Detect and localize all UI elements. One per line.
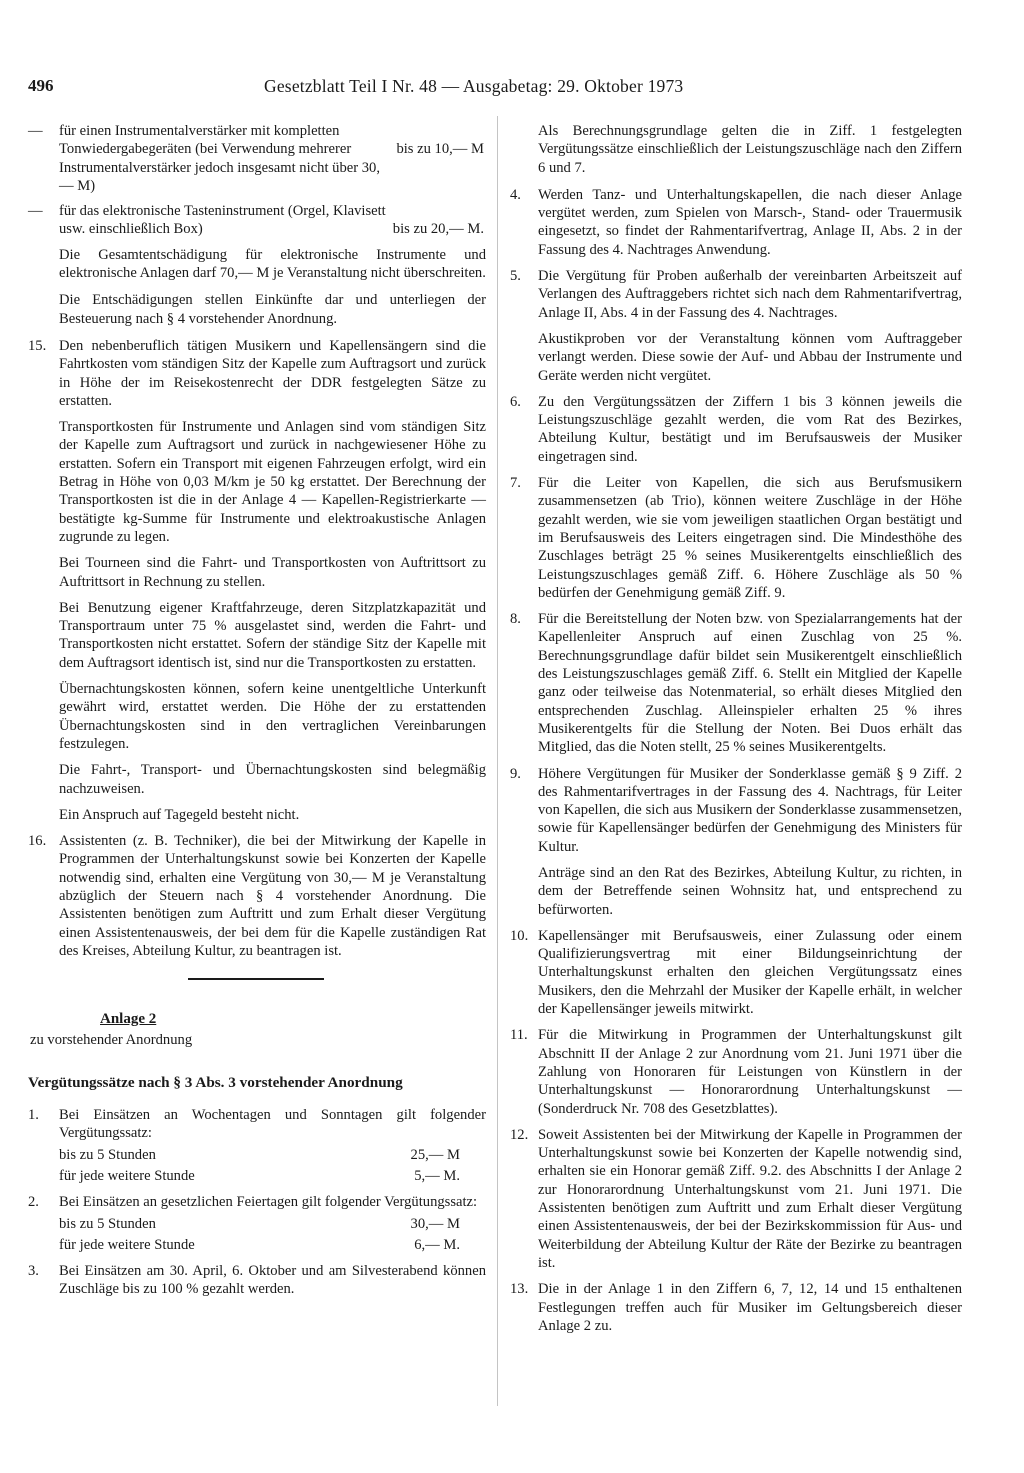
dash-item-keyboard bbox=[28, 202, 486, 239]
numbered-item-4 bbox=[510, 186, 962, 259]
section-heading: Vergütungssätze nach § 3 Abs. 3 vorstehender Anordnung bbox=[28, 1073, 403, 1091]
paragraph: Die Vergütung für Proben außerhalb der vereinbarten Arbeitszeit auf Verlangen des Auftraggebers richtet sich nach dem Rahmentarifvertrag, Anlage II, Abs. 4 in der Fassung des 4. Nachtrages. bbox=[538, 268, 962, 321]
paragraph: Für die Bereitstellung der Noten bzw. von Spezialarrangements hat der Kapellenleiter Anspruch auf einen Zuschlag von 25 %. Berechnungsgrundlage dafür bildet sein Musikerentgelt einschließlich des Leistungszuschlages gemäß Ziff. 6. Stellt ein Mitglied der Kapelle ganz oder teilweise das Notenmaterial, so erhält dieses Mitglied den entsprechenden Zuschlag. Alleinspieler erhalten 25 % ihres Musikerentgelts für die Stellung der Noten. Bei Duos erhält das Mitglied, das die Noten stellt, 25 % seines Musikerentgelts. bbox=[538, 611, 962, 756]
item-number: 6. bbox=[510, 393, 521, 410]
rate-label: bis zu 5 Stunden bbox=[59, 1146, 156, 1163]
page-number: 496 bbox=[28, 76, 54, 95]
paragraph: Für die Mitwirkung in Programmen der Unterhaltungskunst gilt Abschnitt II der Anlage 2 zur Anordnung vom 21. Juni 1971 über die Zahlung von Honoraren für Leistungen von Künstlern in der Unterhaltungskunst — Honorarordnung Unterhaltungskunst — (Sonderdruck Nr. 708 des Gesetzblattes). bbox=[538, 1027, 962, 1117]
rate-label: für jede weitere Stunde bbox=[59, 1236, 195, 1253]
paragraph: Als Berechnungsgrundlage gelten die in Ziff. 1 festgelegten Vergütungssätze einschließlich der Leistungszuschläge nach den Ziffern 6 und 7. bbox=[538, 123, 962, 176]
item-number: 7. bbox=[510, 475, 521, 492]
rate-item-1 bbox=[28, 1106, 486, 1185]
numbered-item-9 bbox=[510, 765, 962, 919]
rate-value: 5,— M. bbox=[414, 1167, 460, 1184]
numbered-item-7 bbox=[510, 474, 962, 602]
numbered-item-16 bbox=[28, 832, 486, 960]
dash-marker: — bbox=[28, 203, 43, 220]
column-divider bbox=[497, 116, 498, 1406]
rate-item-3 bbox=[28, 1262, 486, 1299]
item-number: 15. bbox=[28, 337, 47, 354]
item-number: 11. bbox=[510, 1027, 528, 1044]
item-number: 10. bbox=[510, 927, 529, 944]
paragraph: Ein Anspruch auf Tagegeld besteht nicht. bbox=[59, 806, 300, 823]
rate-row bbox=[59, 1146, 486, 1164]
annex-subtitle: zu vorstehender Anordnung bbox=[30, 1032, 193, 1049]
item-number: 3. bbox=[28, 1263, 39, 1280]
item-number: 16. bbox=[28, 833, 47, 850]
item-number: 13. bbox=[510, 1281, 529, 1298]
dash-item-amplifier bbox=[28, 122, 486, 195]
numbered-item-8 bbox=[510, 610, 962, 756]
numbered-item-6 bbox=[510, 393, 962, 466]
right-column bbox=[510, 122, 962, 1343]
item-number: 5. bbox=[510, 268, 521, 285]
numbered-item-13 bbox=[510, 1280, 962, 1335]
numbered-item-11 bbox=[510, 1026, 962, 1117]
paragraph: Übernachtungskosten können, sofern keine unentgeltliche Unterkunft gewährt wird, erstattet werden. Die Höhe der zu erstattenden Übernachtungskosten sind in den vertraglichen Vereinbarungen festzulegen. bbox=[59, 681, 486, 752]
paragraph: Kapellensänger mit Berufsausweis, einer Zulassung oder einem Qualifizierungsvertrag mit einer Bildungseinrichtung der Unterhaltungskunst erhalten den gleichen Vergütungssatz eines Musikers, den die Mehrzahl der Musiker der Kapelle erhält, in welcher der Kapellensänger jeweils mitwirkt. bbox=[538, 927, 962, 1018]
paragraph: Bei Einsätzen an Wochentagen und Sonntagen gilt folgender Vergütungssatz: bbox=[59, 1107, 486, 1142]
paragraph: Die in der Anlage 1 in den Ziffern 6, 7, 12, 14 und 15 enthaltenen Festlegungen treffen auch für Musiker im Geltungsbereich dieser Anlage 2 zu. bbox=[538, 1281, 962, 1334]
paragraph: Zu den Vergütungssätzen der Ziffern 1 bis 3 können jeweils die Leistungszuschläge gezahlt werden, die vom Rat des Bezirkes, Abteilung Kultur, bestätigt und im Berufsausweis der Musiker eingetragen sind. bbox=[538, 393, 962, 465]
dash-marker: — bbox=[28, 123, 43, 139]
rate-row bbox=[59, 1167, 486, 1185]
paragraph: Akustikproben vor der Veranstaltung können vom Auftraggeber verlangt werden. Diese sowie der Auf- und Abbau der Instrumente und Geräte werden nicht vergütet. bbox=[538, 330, 962, 384]
paragraph: Werden Tanz- und Unterhaltungskapellen, die nach dieser Anlage vergütet werden, zum Spielen von Marsch-, Stand- oder Trauermusik eingesetzt, so findet der Rahmentarifvertrag, Anlage II, Abs. 2 in der Fassung des 4. Nachtrages Anwendung. bbox=[538, 186, 962, 258]
left-column bbox=[28, 122, 486, 1307]
paragraph: Transportkosten für Instrumente und Anlagen sind vom ständigen Sitz der Kapelle zum Auftragsort und zurück in nachgewiesener Höhe zu erstatten. Sofern ein Transport mit eigenen Fahrzeugen erfolgt, wird ein Betrag in Höhe von 0,03 M/km je 50 kg erstattet. Der Berechnung der Transportkosten ist die in der Anlage 4 — Kapellen-Registrierkarte — bestätigte kg-Summe für Instrumente und elektroakustische Anlagen zugrunde zu legen. bbox=[59, 419, 486, 545]
paragraph: Assistenten (z. B. Techniker), die bei der Mitwirkung der Kapelle in Programmen der Unterhaltungskunst sowie bei Konzerten der Kapelle notwendig sind, erhalten eine Vergütung von 30,— M je Veranstaltung abzüglich der Steuern nach § 4 vorstehender Anordnung. Die Assistenten benötigen zum Auftritt und zum Erhalt dieser Vergütung einen Assistentenausweis, der bei dem für die Kapelle zuständigen Rat des Kreises, Abteilung Kultur, zu beantragen ist. bbox=[59, 833, 486, 959]
paragraph: Bei Tourneen sind die Fahrt- und Transportkosten von Auftrittsort zu Auftrittsort in Rechnung zu stellen. bbox=[59, 555, 486, 590]
numbered-item-15 bbox=[28, 337, 486, 824]
rate-row bbox=[59, 1215, 486, 1233]
paragraph: Die Fahrt-, Transport- und Übernachtungskosten sind belegmäßig nachzuweisen. bbox=[59, 762, 486, 797]
item-number: 2. bbox=[28, 1194, 39, 1211]
paragraph: Bei Einsätzen am 30. April, 6. Oktober und am Silvesterabend können Zuschläge bis zu 100 % gezahlt werden. bbox=[59, 1263, 486, 1298]
dash-item-text: für das elektronische Tasteninstrument (Orgel, Klavisett usw. einschließlich Box) bbox=[59, 203, 386, 238]
rate-label: bis zu 5 Stunden bbox=[59, 1215, 156, 1232]
rate-item-2 bbox=[28, 1193, 486, 1254]
paragraph: Für die Leiter von Kapellen, die sich aus Berufsmusikern zusammensetzen (ab Trio), können weitere Zuschläge in der Höhe gezahlt werden, wie sie vom jeweiligen staatlichen Organ bestätigt und im Berufsausweis des Leiters eingetragen sind. Die Mindesthöhe des Zuschlages beträgt 25 % seines Musikerentgelts einschließlich des Leistungszuschlages gemäß Ziff. 6. Höhere Zuschläge als 50 % bedürfen der Genehmigung gemäß Ziff. 9. bbox=[538, 475, 962, 601]
paragraph: Die Entschädigungen stellen Einkünfte dar und unterliegen der Besteuerung nach § 4 vorstehender Anordnung. bbox=[59, 292, 486, 327]
paragraph: Bei Benutzung eigener Kraftfahrzeuge, deren Sitzplatzkapazität und Transportraum unter 75 % ausgelastet sind, werden die Fahrt- und Transportkosten nicht erstattet. Sofern der ständige Sitz der Kapelle mit dem Auftragsort identisch ist, sind nur die Transportkosten zu erstatten. bbox=[59, 599, 486, 671]
numbered-item-10 bbox=[510, 927, 962, 1018]
section-separator bbox=[188, 978, 324, 980]
paragraph: Höhere Vergütungen für Musiker der Sonderklasse gemäß § 9 Ziff. 2 des Rahmentarifvertrages in der Fassung des 4. Nachtrags, für Leiter von Kapellen, die sich aus Musikern der Sonderklasse zusammensetzen, sowie für Kapellensänger bedürfen der Genehmigung des Ministers für Kultur. bbox=[538, 765, 962, 855]
rate-value: 30,— M bbox=[410, 1215, 460, 1232]
numbered-item-12 bbox=[510, 1126, 962, 1272]
annex-title: Anlage 2 bbox=[100, 1011, 157, 1028]
paragraph: Den nebenberuflich tätigen Musikern und Kapellensängern sind die Fahrtkosten vom ständigen Sitz der Kapelle zum Auftragsort und zurück in Höhe der im Reisekostenrecht der DDR festgelegten Sätze zu erstatten. bbox=[59, 337, 486, 409]
dash-item-amount: bis zu 10,— M bbox=[396, 141, 484, 157]
paragraph: Bei Einsätzen an gesetzlichen Feiertagen gilt folgender Vergütungssatz: bbox=[59, 1194, 478, 1211]
paragraph: Die Gesamtentschädigung für elektronische Instrumente und elektronische Anlagen darf 70,— M je Veranstaltung nicht überschreiten. bbox=[59, 246, 486, 282]
page-header bbox=[28, 76, 964, 102]
item-number: 1. bbox=[28, 1107, 39, 1124]
paragraph: Anträge sind an den Rat des Bezirkes, Abteilung Kultur, zu richten, in dem der Betreffende seinen Wohnsitz hat, und entsprechend zu befürworten. bbox=[538, 864, 962, 918]
running-title: Gesetzblatt Teil I Nr. 48 — Ausgabetag: 29. Oktober 1973 bbox=[264, 76, 684, 96]
rate-value: 6,— M. bbox=[414, 1236, 460, 1253]
rate-value: 25,— M bbox=[410, 1146, 460, 1163]
item-number: 8. bbox=[510, 611, 521, 628]
rate-row bbox=[59, 1236, 486, 1254]
compensation-notes bbox=[28, 246, 486, 328]
numbered-item-5 bbox=[510, 267, 962, 385]
dash-item-amount: bis zu 20,— M. bbox=[392, 221, 484, 238]
dash-item-text: für einen Instrumentalverstärker mit kompletten Tonwiedergabegeräten (bei Verwendung mehrerer Instrumentalverstärker jedoch insgesamt nicht über 30,— M) bbox=[59, 123, 380, 194]
item-number: 9. bbox=[510, 765, 521, 782]
rate-label: für jede weitere Stunde bbox=[59, 1167, 195, 1184]
paragraph: Soweit Assistenten bei der Mitwirkung der Kapelle in Programmen der Unterhaltungskunst sowie bei Konzerten der Kapelle notwendig sind, erhalten sie ein Honorar gemäß Ziff. 9.2. des Abschnitts I der Anlage 2 zur Honorarordnung Unterhaltungskunst vom 21. Juni 1971. Die Assistenten benötigen zum Auftritt und zum Erhalt dieser Vergütung einen Assistentenausweis, der bei der Bezirkskommission für Aus- und Weiterbildung der Abteilung Kultur der Räte der Bezirke zu beantragen ist. bbox=[538, 1126, 962, 1271]
item-number: 4. bbox=[510, 186, 521, 203]
item-number: 12. bbox=[510, 1126, 529, 1143]
